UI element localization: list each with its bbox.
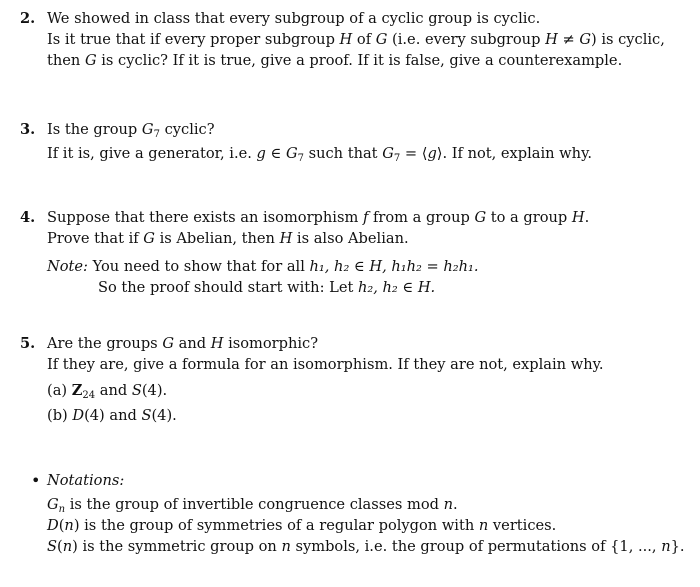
math-f: f (362, 209, 369, 226)
q5-text: and (95, 382, 132, 399)
math-D: D (72, 407, 85, 424)
question-number: 3. (20, 121, 36, 138)
math-in: ∈ (265, 145, 286, 162)
math-subscript: 7 (393, 153, 401, 164)
q3-text: ⟩. If not, explain why. (436, 145, 593, 162)
q2-line-3 (47, 50, 622, 71)
q5-text: (4) and (84, 407, 142, 424)
notation-text: . (453, 496, 458, 513)
q2-text: Is it true that if every proper subgroup (47, 31, 340, 48)
math-H: H (210, 335, 224, 352)
math-subscript: 24 (82, 390, 96, 401)
q4-text: to a group (486, 209, 572, 226)
math-subscript: 7 (153, 129, 160, 140)
q2-text: then (47, 52, 85, 69)
q5-part-a (47, 380, 167, 401)
q5-text: and (173, 335, 211, 352)
part-label: (a) (47, 382, 72, 399)
q2-text: of (352, 31, 376, 48)
q4-line-1 (47, 207, 589, 228)
math-G: G (143, 230, 155, 247)
q4-note-text: So the proof should start with: Let (98, 279, 358, 296)
q2-line-2 (47, 29, 665, 50)
q5-line-2 (47, 354, 604, 375)
notation-text: }. (670, 538, 685, 555)
q3-text: cyclic? (159, 121, 215, 138)
math-expression: h₂, h₂ ∈ H. (357, 279, 436, 296)
math-G: G (474, 209, 487, 226)
math-G: G (375, 31, 388, 48)
question-number: 2. (20, 10, 36, 27)
math-H: H (545, 31, 558, 48)
q5-text: isomorphic? (223, 335, 319, 352)
notation-text: ( (57, 538, 63, 555)
note-label: Note: (47, 258, 88, 275)
q5-text: If they are, give a formula for an isomorphism. If they are not, explain why. (47, 356, 604, 373)
q4-line-2 (47, 228, 409, 249)
bullet-icon: • (31, 471, 41, 490)
math-G: G (382, 145, 394, 162)
math-G: G (162, 335, 174, 352)
q5-text: (4). (141, 382, 168, 399)
notation-text: symbols, i.e. the group of permutations of {1, ..., (290, 538, 662, 555)
notation-line-2 (47, 515, 556, 536)
math-n: n (661, 538, 671, 555)
notation-text: is the group of invertible congruence classes mod (65, 496, 444, 513)
math-S: S (47, 538, 57, 555)
math-n: n (443, 496, 454, 513)
math-G: G (84, 52, 97, 69)
math-eq: = ⟨ (400, 145, 428, 162)
math-n: n (281, 538, 291, 555)
q2-text: We showed in class that every subgroup of a cyclic group is cyclic. (47, 10, 541, 27)
q3-text: such that (303, 145, 383, 162)
q4-text: from a group (368, 209, 475, 226)
q2-text: is cyclic? If it is true, give a proof. If it is false, give a counterexample. (96, 52, 623, 69)
q4-text: Suppose that there exists an isomorphism (47, 209, 363, 226)
math-expression: h₁, h₂ ∈ H, h₁h₂ = h₂h₁. (309, 258, 479, 275)
q4-text: is Abelian, then (154, 230, 280, 247)
math-n: n (478, 517, 489, 534)
q5-part-b (47, 405, 177, 426)
math-n: n (64, 517, 74, 534)
q4-text: is also Abelian. (292, 230, 409, 247)
math-G: G (141, 121, 154, 138)
q3-line-1 (47, 119, 215, 140)
q2-line-1 (47, 8, 540, 29)
part-label: (b) (47, 407, 73, 424)
q4-text: Prove that if (47, 230, 144, 247)
q4-note-line-2 (98, 277, 435, 298)
q4-note-line-1 (47, 256, 479, 277)
q5-text: (4). (151, 407, 177, 424)
notation-text: ) is the group of symmetries of a regular polygon with (73, 517, 479, 534)
math-G: G (285, 145, 298, 162)
math-G: G (47, 496, 59, 513)
math-g: g (256, 145, 266, 162)
math-neq: ≠ (557, 31, 580, 48)
math-g: g (427, 145, 437, 162)
q4-note-text: You need to show that for all (87, 258, 310, 275)
math-S: S (141, 407, 152, 424)
q3-line-2 (47, 143, 592, 164)
math-subscript: n (58, 504, 66, 515)
q3-text: If it is, give a generator, i.e. (47, 145, 257, 162)
math-H: H (279, 230, 293, 247)
notation-text: ) is the symmetric group on (72, 538, 282, 555)
q3-text: Is the group (47, 121, 142, 138)
notation-text: ( (58, 517, 65, 534)
question-number: 4. (20, 209, 36, 226)
q2-text: ) is cyclic, (591, 31, 665, 48)
q4-text: . (584, 209, 590, 226)
math-subscript: 7 (297, 153, 304, 164)
q5-line-1 (47, 333, 318, 354)
notation-line-3 (47, 536, 685, 557)
math-G: G (579, 31, 591, 48)
math-S: S (131, 382, 142, 399)
q5-text: Are the groups (47, 335, 163, 352)
notations-title (47, 470, 124, 491)
question-number: 5. (20, 335, 36, 352)
math-H: H (571, 209, 585, 226)
math-H: H (339, 31, 353, 48)
math-D: D (47, 517, 59, 534)
notation-text: vertices. (488, 517, 557, 534)
q2-text: (i.e. every subgroup (387, 31, 546, 48)
math-Z: Z (71, 382, 83, 399)
math-n: n (62, 538, 73, 555)
notations-label: Notations: (47, 472, 125, 489)
notation-line-1 (47, 494, 458, 515)
